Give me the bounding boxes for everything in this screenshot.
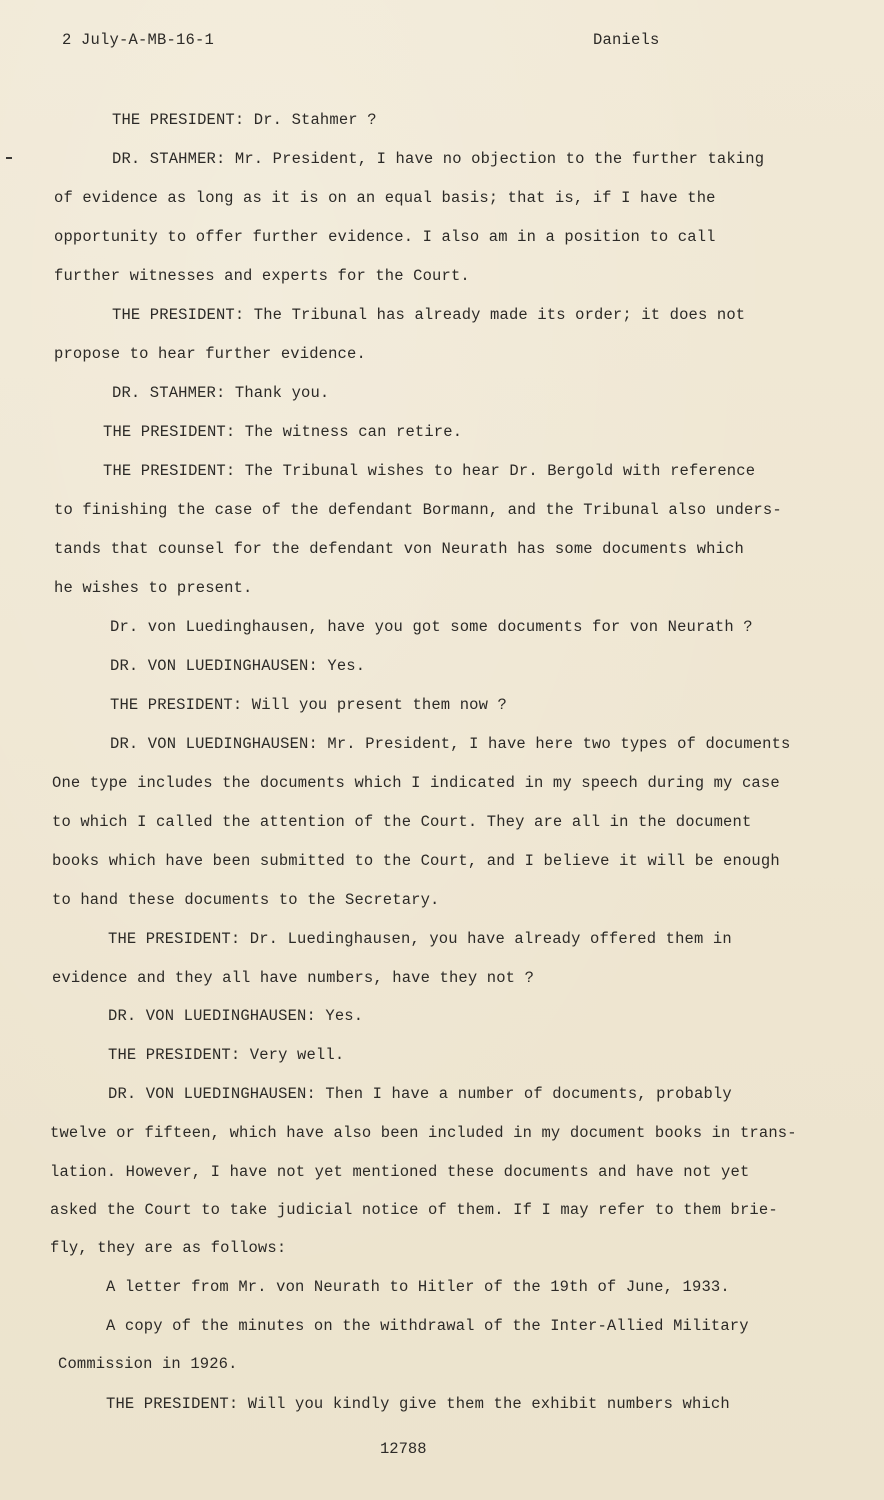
transcript-line: to finishing the case of the defendant Bormann, and the Tribunal also unders-	[54, 501, 782, 519]
transcript-line: THE PRESIDENT: The Tribunal has already made its order; it does not	[112, 306, 746, 324]
transcript-line: Dr. von Luedinghausen, have you got some documents for von Neurath ?	[110, 618, 753, 636]
transcript-line: A copy of the minutes on the withdrawal of the Inter-Allied Military	[106, 1317, 749, 1335]
transcript-line: lation. However, I have not yet mentioned these documents and have not yet	[50, 1163, 750, 1181]
transcript-line: DR. STAHMER: Mr. President, I have no objection to the further taking	[112, 150, 765, 168]
transcript-line: THE PRESIDENT: The witness can retire.	[103, 423, 463, 441]
transcript-line: THE PRESIDENT: Will you kindly give them the exhibit numbers which	[106, 1395, 730, 1413]
transcript-line: evidence and they all have numbers, have they not ?	[52, 969, 535, 987]
transcript-line: propose to hear further evidence.	[54, 345, 366, 363]
transcript-line: of evidence as long as it is on an equal basis; that is, if I have the	[54, 189, 716, 207]
transcript-line: further witnesses and experts for the Court.	[54, 267, 470, 285]
transcript-line: DR. VON LUEDINGHAUSEN: Yes.	[108, 1007, 364, 1025]
transcript-line: DR. VON LUEDINGHAUSEN: Then I have a number of documents, probably	[108, 1085, 732, 1103]
transcript-line: opportunity to offer further evidence. I also am in a position to call	[54, 228, 716, 246]
transcript-line: books which have been submitted to the Court, and I believe it will be enough	[52, 852, 780, 870]
transcript-line: THE PRESIDENT: Will you present them now ?	[110, 696, 507, 714]
transcript-line: Commission in 1926.	[58, 1355, 238, 1373]
transcript-line: asked the Court to take judicial notice of them. If I may refer to them brie-	[50, 1201, 778, 1219]
transcript-line: THE PRESIDENT: The Tribunal wishes to hear Dr. Bergold with reference	[103, 462, 756, 480]
transcript-line: to hand these documents to the Secretary.	[52, 891, 440, 909]
transcript-line: to which I called the attention of the Court. They are all in the document	[52, 813, 752, 831]
transcript-line: fly, they are as follows:	[50, 1239, 287, 1257]
transcript-line: THE PRESIDENT: Dr. Stahmer ?	[112, 111, 377, 129]
transcript-line: A letter from Mr. von Neurath to Hitler of the 19th of June, 1933.	[106, 1278, 730, 1296]
transcript-line: DR. VON LUEDINGHAUSEN: Yes.	[110, 657, 366, 675]
transcript-line: DR. STAHMER: Thank you.	[112, 384, 330, 402]
transcript-line: One type includes the documents which I indicated in my speech during my case	[52, 774, 780, 792]
header-document-id: 2 July-A-MB-16-1	[62, 31, 215, 49]
header-reporter-name: Daniels	[593, 31, 660, 49]
transcript-line: twelve or fifteen, which have also been included in my document books in trans-	[50, 1124, 797, 1142]
transcript-line: he wishes to present.	[54, 579, 253, 597]
transcript-line: THE PRESIDENT: Very well.	[108, 1046, 345, 1064]
page-number: 12788	[380, 1440, 427, 1458]
transcript-line: DR. VON LUEDINGHAUSEN: Mr. President, I have here two types of documents	[110, 735, 791, 753]
margin-mark	[6, 157, 12, 159]
transcript-line: THE PRESIDENT: Dr. Luedinghausen, you have already offered them in	[108, 930, 732, 948]
transcript-line: tands that counsel for the defendant von Neurath has some documents which	[54, 540, 744, 558]
